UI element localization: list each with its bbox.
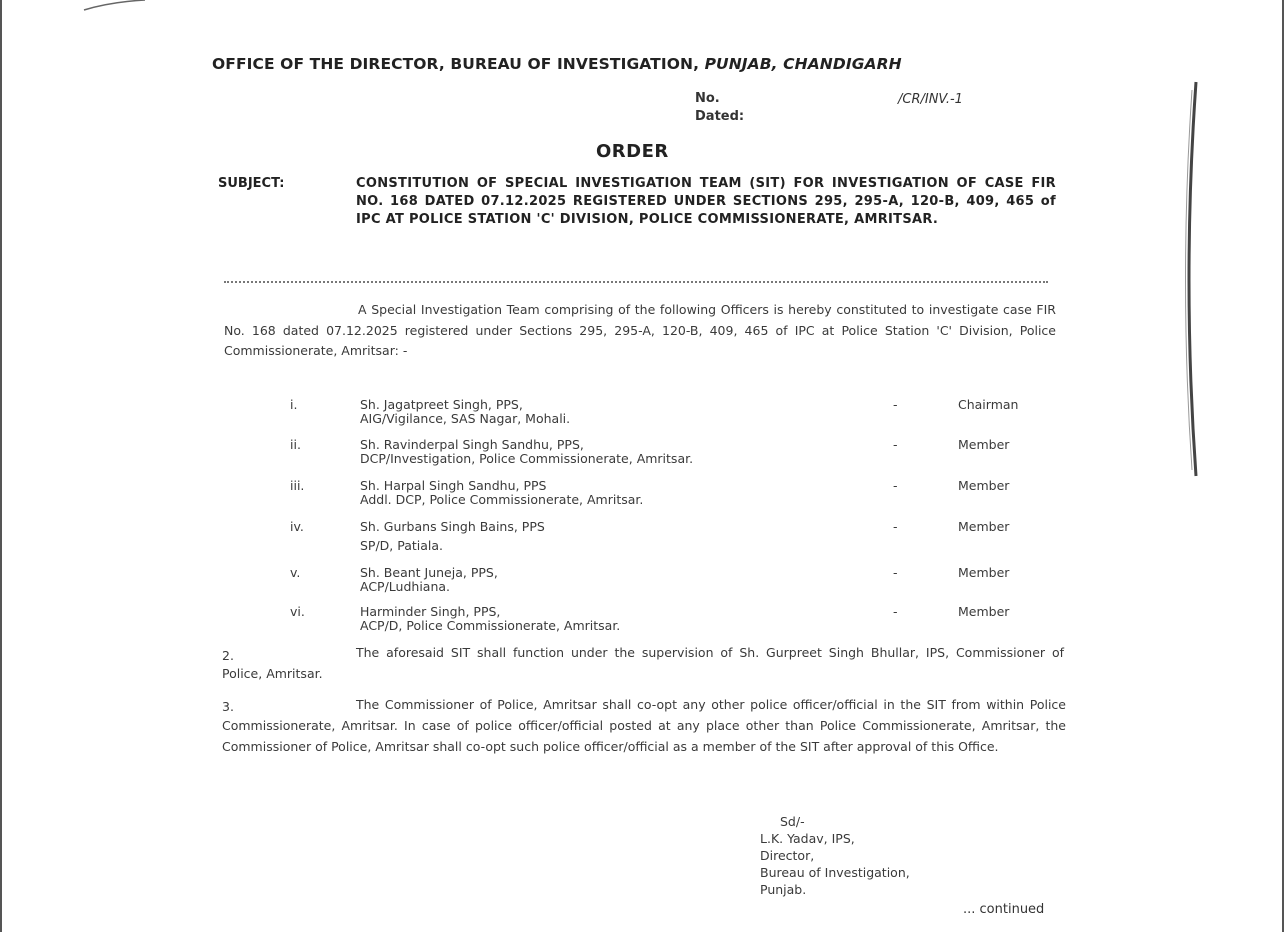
signatory-office: Bureau of Investigation, xyxy=(760,865,910,880)
member-designation: AIG/Vigilance, SAS Nagar, Mohali. xyxy=(360,411,571,426)
page-edge-shadow xyxy=(1176,80,1206,480)
member-designation: DCP/Investigation, Police Commissionerate, Amritsar. xyxy=(360,451,694,466)
paragraph-3: The Commissioner of Police, Amritsar shall co-opt any other police officer/official in the SIT from within Police Commissionerate, Amritsar. In case of police officer/official posted at any place other than Police Commissionerate, Amritsar, the Commissioner of Police, Amritsar shall co-opt such police officer/official as a member of the SIT after approval of this Office. xyxy=(222,697,1066,754)
subject-text: CONSTITUTION OF SPECIAL INVESTIGATION TEAM (SIT) FOR INVESTIGATION OF CASE FIR NO. 168 DATED 07.12.2025 REGISTERED UNDER SECTIONS 295, 295-A, 120-B, 409, 465 of IPC AT POLICE STATION 'C' DIVISION, POLICE COMMISSIONERATE, AMRITSAR. xyxy=(356,176,1056,228)
number-label: No. xyxy=(695,91,720,106)
intro-paragraph: A Special Investigation Team comprising of the following Officers is hereby constituted to investigate case FIR No. 168 dated 07.12.2025 registered under Sections 295, 295-A, 120-B, 409, 465 of IPC at Police Station 'C' Division, Police Commissionerate, Amritsar: - xyxy=(224,302,1056,358)
member-role: Member xyxy=(958,565,1010,580)
member-name: Harminder Singh, PPS, xyxy=(360,604,501,619)
dotted-divider xyxy=(224,281,1048,283)
page-fold-mark xyxy=(60,0,150,20)
subject-label: SUBJECT: xyxy=(218,176,285,191)
member-name: Sh. Ravinderpal Singh Sandhu, PPS, xyxy=(360,437,584,452)
member-number: iii. xyxy=(290,478,305,493)
paragraph-number: 2. xyxy=(222,648,234,663)
order-title: ORDER xyxy=(596,141,669,162)
signatory-state: Punjab. xyxy=(760,882,807,897)
member-number: vi. xyxy=(290,604,305,619)
member-dash: - xyxy=(893,437,898,452)
member-number: i. xyxy=(290,397,298,412)
signatory-name: L.K. Yadav, IPS, xyxy=(760,831,855,846)
member-name: Sh. Beant Juneja, PPS, xyxy=(360,565,498,580)
signature-block xyxy=(760,813,910,898)
member-dash: - xyxy=(893,397,898,412)
member-dash: - xyxy=(893,478,898,493)
member-role: Member xyxy=(958,519,1010,534)
member-name: Sh. Gurbans Singh Bains, PPS xyxy=(360,519,545,534)
member-role: Member xyxy=(958,478,1010,493)
office-heading xyxy=(212,55,902,73)
member-designation: SP/D, Patiala. xyxy=(360,538,444,553)
paragraph-2: The aforesaid SIT shall function under the supervision of Sh. Gurpreet Singh Bhullar, IPS, Commissioner of Police, Amritsar. xyxy=(222,645,1064,681)
member-role: Chairman xyxy=(958,397,1019,412)
member-dash: - xyxy=(893,565,898,580)
signature-sd: Sd/- xyxy=(780,814,805,829)
member-name: Sh. Harpal Singh Sandhu, PPS xyxy=(360,478,547,493)
dated-label: Dated: xyxy=(695,109,745,124)
continued-note: ... continued xyxy=(963,902,1045,917)
reference-number: /CR/INV.-1 xyxy=(898,92,963,107)
member-name: Sh. Jagatpreet Singh, PPS, xyxy=(360,397,523,412)
member-designation: ACP/D, Police Commissionerate, Amritsar. xyxy=(360,618,621,633)
member-dash: - xyxy=(893,604,898,619)
member-role: Member xyxy=(958,437,1010,452)
paragraph-number: 3. xyxy=(222,699,234,714)
member-designation: ACP/Ludhiana. xyxy=(360,579,451,594)
office-heading-place: PUNJAB, CHANDIGARH xyxy=(704,55,902,73)
member-dash: - xyxy=(893,519,898,534)
member-designation: Addl. DCP, Police Commissionerate, Amritsar. xyxy=(360,492,644,507)
member-number: v. xyxy=(290,565,301,580)
page-border-left xyxy=(0,0,2,932)
member-role: Member xyxy=(958,604,1010,619)
member-number: iv. xyxy=(290,519,304,534)
signatory-designation: Director, xyxy=(760,848,815,863)
office-heading-main: OFFICE OF THE DIRECTOR, BUREAU OF INVESTIGATION, xyxy=(212,55,705,73)
member-number: ii. xyxy=(290,437,301,452)
